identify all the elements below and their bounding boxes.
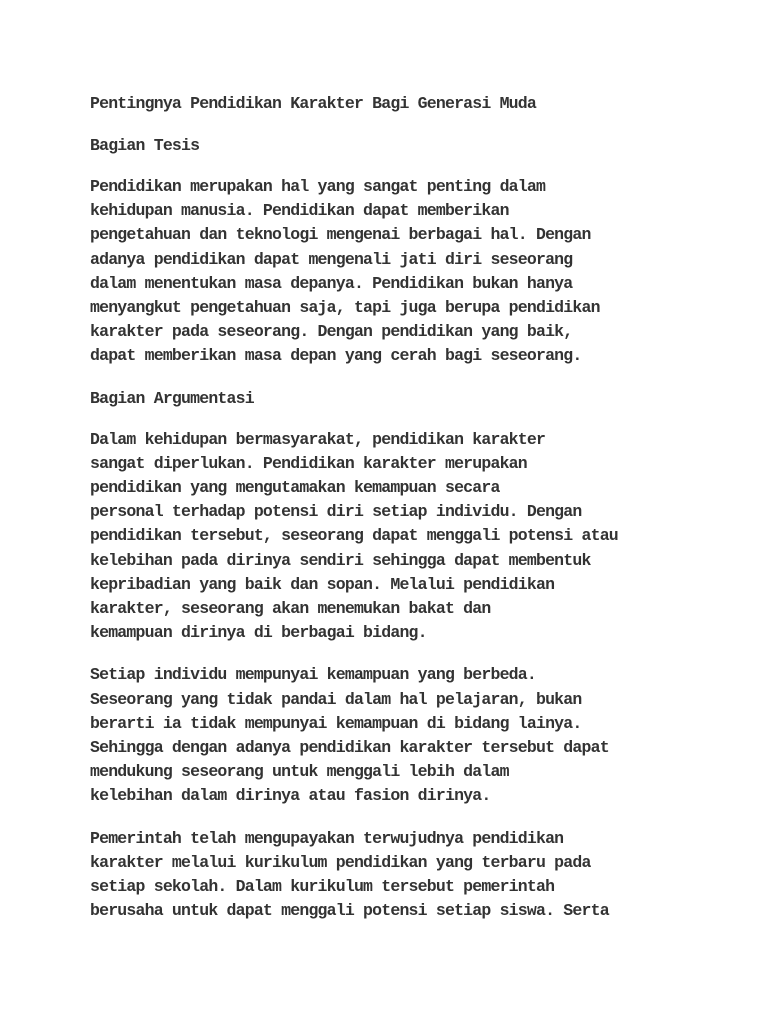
paragraph-line: karakter, seseorang akan menemukan bakat dan [90,599,491,619]
document-title: Pentingnya Pendidikan Karakter Bagi Generasi Muda [90,94,536,113]
paragraph-line: Seseorang yang tidak pandai dalam hal pelajaran, bukan [90,689,582,709]
paragraph-line: adanya pendidikan dapat mengenali jati diri seseorang [90,249,573,269]
paragraph-line: karakter melalui kurikulum pendidikan yang terbaru pada [90,852,591,872]
paragraph-line: dapat memberikan masa depan yang cerah bagi seseorang. [90,346,582,366]
paragraph-line: Pemerintah telah mengupayakan terwujudnya pendidikan [90,828,564,848]
paragraph-line: sangat diperlukan. Pendidikan karakter merupakan [90,453,527,473]
paragraph-line: kelebihan dalam dirinya atau fasion dirinya. [90,786,491,806]
paragraph-argumentasi-3 [90,827,690,942]
paragraph-line: kepribadian yang baik dan sopan. Melalui pendidikan [90,574,555,594]
section-heading-tesis: Bagian Tesis [90,136,200,155]
paragraph-line: pengetahuan dan teknologi mengenai berbagai hal. Dengan [90,225,591,245]
paragraph-line: kelebihan pada dirinya sendiri sehingga dapat membentuk [90,550,591,570]
paragraph-line: pendidikan yang mengutamakan kemampuan secara [90,478,500,498]
paragraph-line: berarti ia tidak mempunyai kemampuan di bidang lainya. [90,713,582,733]
paragraph-line: kehidupan manusia. Pendidikan dapat memberikan [90,201,509,221]
paragraph-line: setiap sekolah. Dalam kurikulum tersebut pemerintah [90,877,555,897]
document-page [90,88,690,941]
paragraph-line: kemampuan dirinya di berbagai bidang. [90,623,427,643]
paragraph-line: mendukung seseorang untuk menggali lebih dalam [90,762,509,782]
paragraph-argumentasi-2 [90,663,690,826]
paragraph-argumentasi-1 [90,428,690,664]
paragraph-line: Sehingga dengan adanya pendidikan karakter tersebut dapat [90,738,609,758]
paragraph-line: personal terhadap potensi diri setiap individu. Dengan [90,502,582,522]
paragraph-line: menyangkut pengetahuan saja, tapi juga berupa pendidikan [90,298,600,318]
paragraph-line: Setiap individu mempunyai kemampuan yang berbeda. [90,665,536,685]
paragraph-line: pendidikan tersebut, seseorang dapat menggali potensi atau [90,526,618,546]
paragraph-tesis-1 [90,175,690,387]
paragraph-line: dalam menentukan masa depanya. Pendidikan bukan hanya [90,273,573,293]
paragraph-line: Dalam kehidupan bermasyarakat, pendidikan karakter [90,429,546,449]
paragraph-line: Pendidikan merupakan hal yang sangat penting dalam [90,177,546,196]
section-heading-argumentasi: Bagian Argumentasi [90,388,254,408]
paragraph-line: berusaha untuk dapat menggali potensi setiap siswa. Serta [90,901,609,921]
paragraph-line: karakter pada seseorang. Dengan pendidikan yang baik, [90,322,573,342]
